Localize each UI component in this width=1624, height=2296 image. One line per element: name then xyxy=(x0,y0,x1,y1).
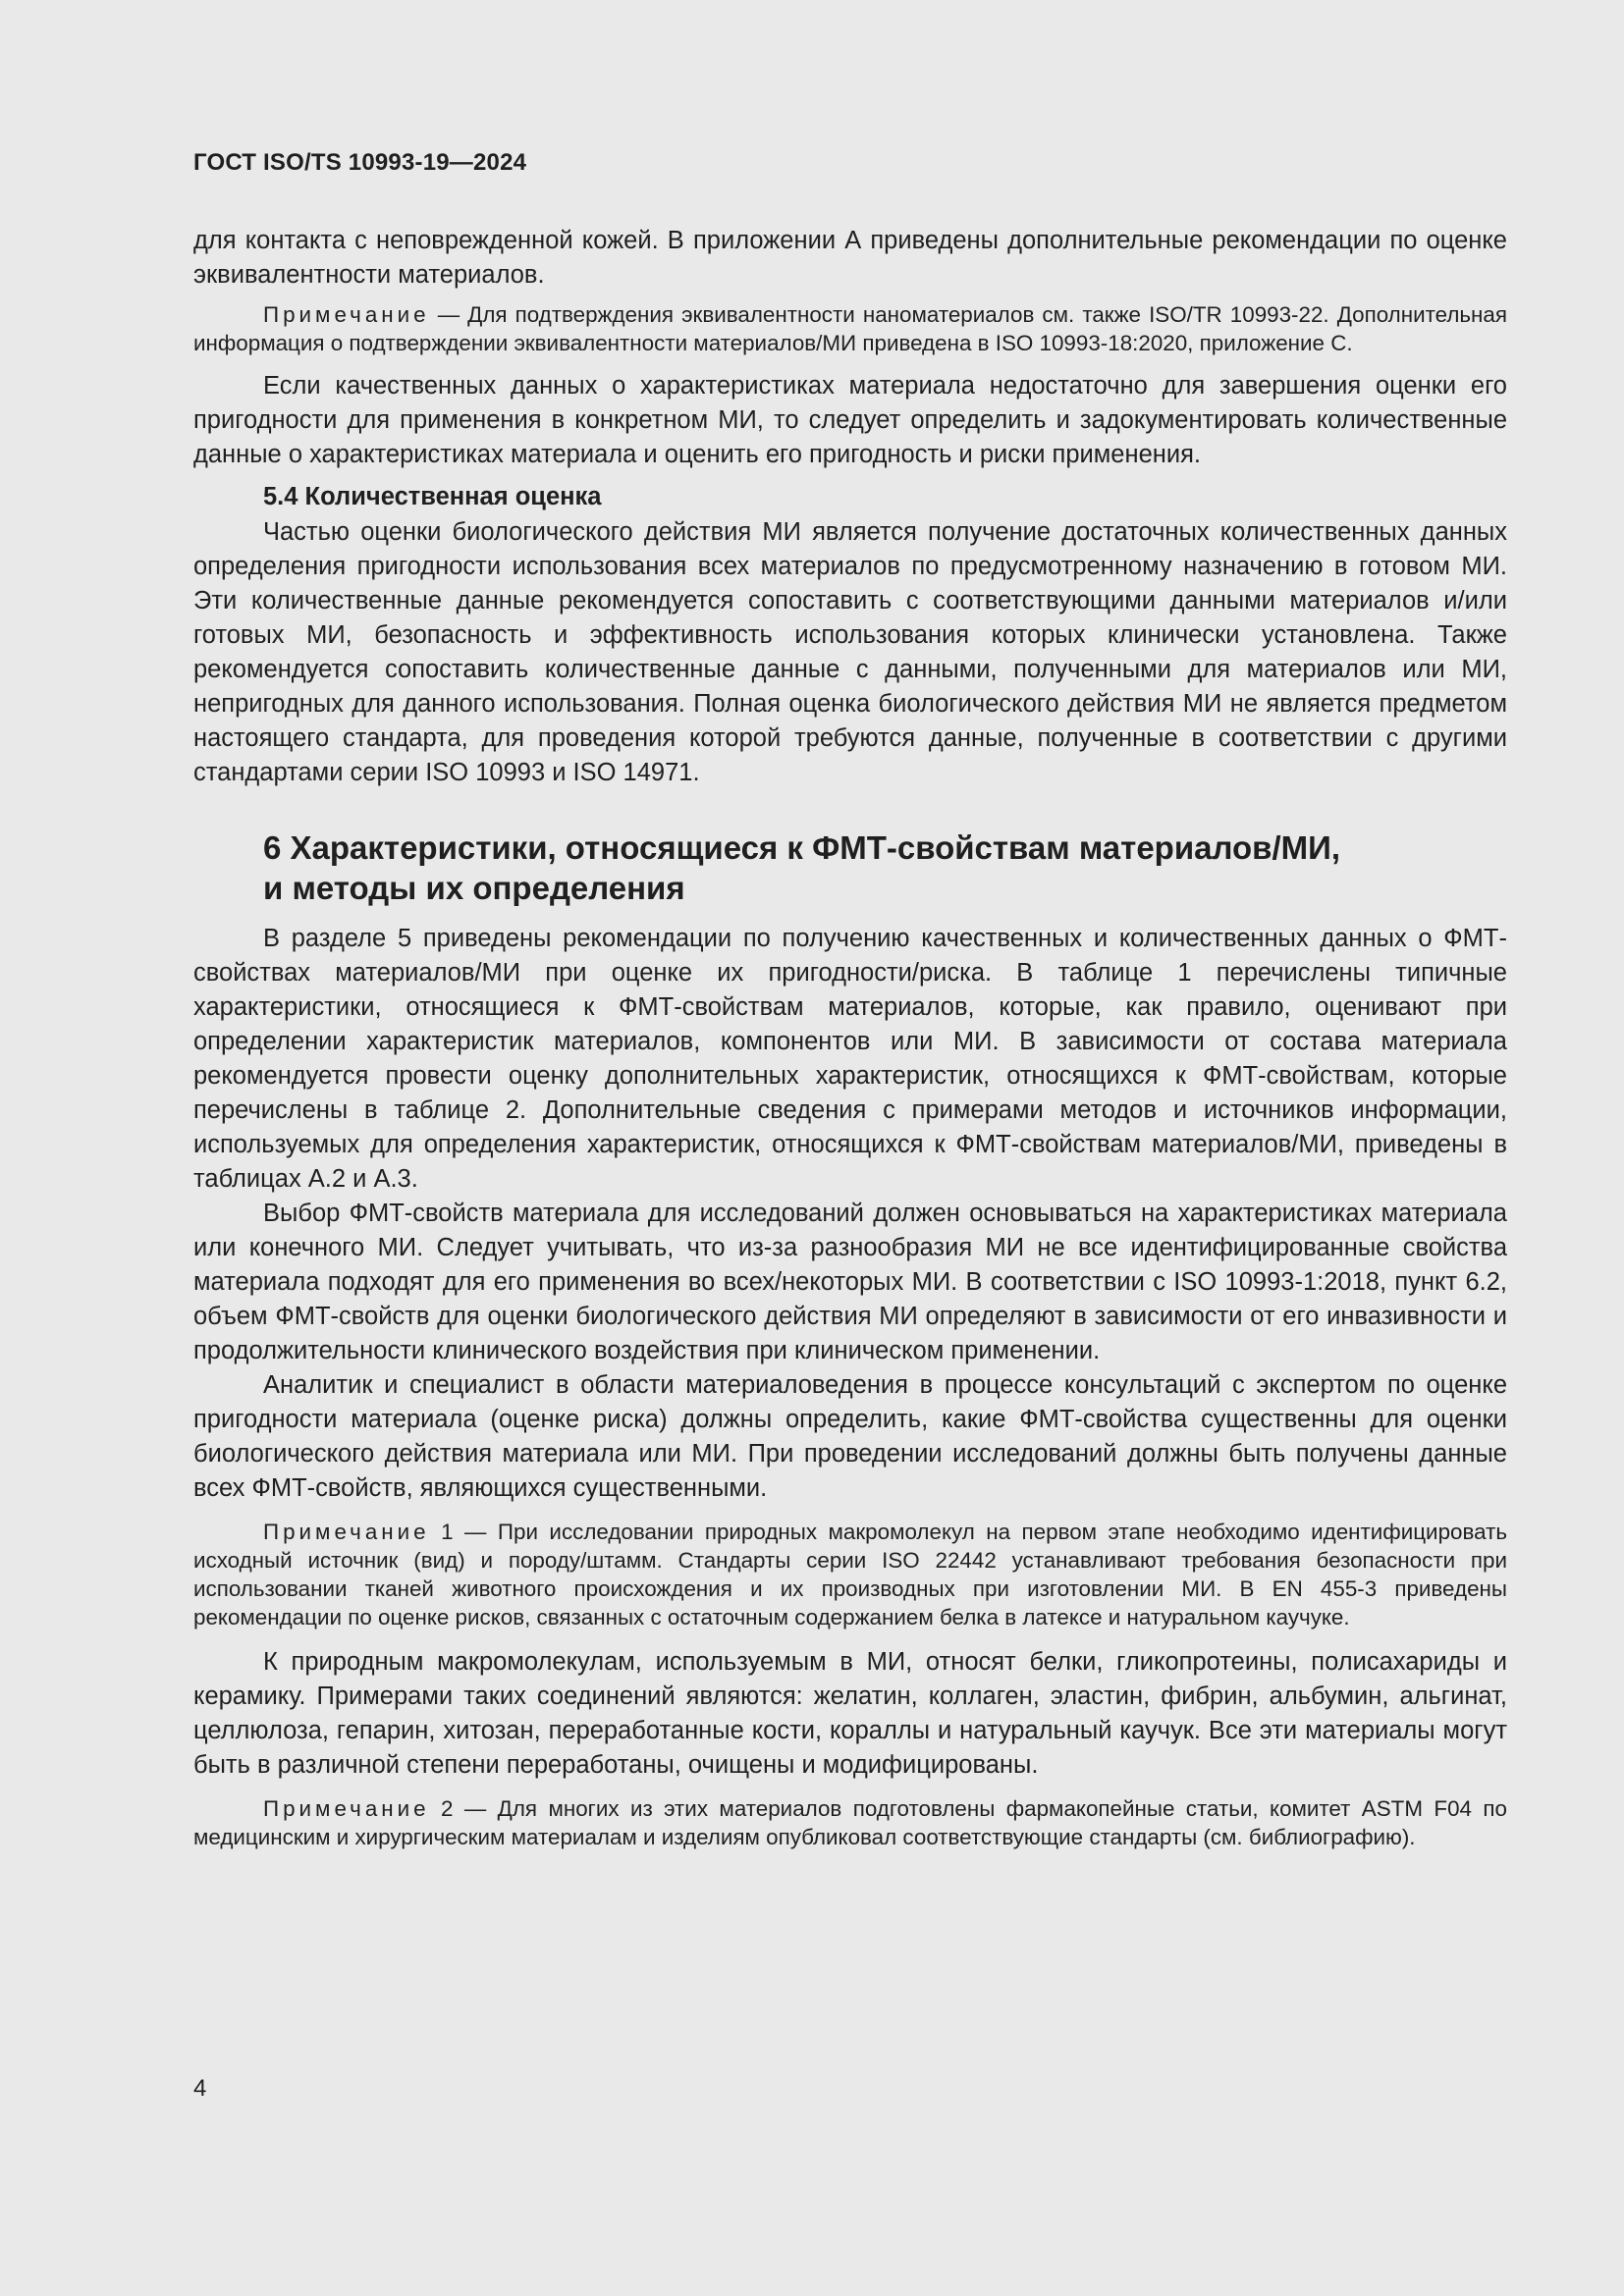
paragraph-natural-macromolecules: К природным макромолекулам, используемым в МИ, относят белки, гликопротеины, полисахариды и керамику. Примерами таких соединений являются: желатин, коллаген, эластин, фибрин, альбумин, альгинат, целлюлоза, гепарин, хитозан, переработанные кости, кораллы и натуральный каучук. Все эти материалы могут быть в различной степени переработаны, очищены и модифицированы. xyxy=(193,1648,1507,1779)
note-text: 2 — Для многих из этих материалов подготовлены фармакопейные статьи, комитет ASTM F04 по медицинским и хирургическим материалам и изделиям опубликовал соответствующие стандарты (см. библиографию). xyxy=(193,1796,1507,1849)
page-number: 4 xyxy=(193,2075,207,2102)
standard-header: ГОСТ ISO/TS 10993-19—2024 xyxy=(193,149,527,176)
note-label: Примечание xyxy=(263,1520,430,1544)
note-text: 1 — При исследовании природных макромолекул на первом этапе необходимо идентифицировать исходный источник (вид) и породу/штамм. Стандарты серии ISO 22442 устанавливают требования безопасности при использовании тканей животного происхождения и их производных при изготовлении МИ. В EN 455-3 приведены рекомендации по оценке рисков, связанных с остаточным содержанием белка в латексе и натуральном каучуке. xyxy=(193,1520,1507,1629)
section-heading-6-line2: и методы их определения xyxy=(263,870,685,906)
section-heading-5-4: 5.4 Количественная оценка xyxy=(263,483,602,510)
paragraph-quantitative-assessment: Частью оценки биологического действия МИ является получение достаточных количественных данных определения пригодности использования всех материалов по предусмотренному назначению в готовом МИ. Эти количественные данные рекомендуется сопоставить с соответствующими данными материалов и/или готовых МИ, безопасность и эффективность использования которых клинически установлена. Также рекомендуется сопоставить количественные данные с данными, полученными для материалов или МИ, непригодных для данного использования. Полная оценка биологического действия МИ не является предметом настоящего стандарта, для проведения которой требуются данные, полученные в соответствии с другими стандартами серии ISO 10993 и ISO 14971. xyxy=(193,518,1507,786)
paragraph-continuation: для контакта с неповрежденной кожей. В приложении А приведены дополнительные рекомендации по оценке эквивалентности материалов. xyxy=(193,227,1507,289)
paragraph-analyst-consultation: Аналитик и специалист в области материаловедения в процессе консультаций с экспертом по оценке пригодности материала (оценке риска) должны определить, какие ФМТ-свойства существенны для оценки биологического действия материала или МИ. При проведении исследований должны быть получены данные всех ФМТ-свойств, являющихся существенными. xyxy=(193,1371,1507,1502)
paragraph-property-selection: Выбор ФМТ-свойств материала для исследований должен основываться на характеристиках материала или конечного МИ. Следует учитывать, что из-за разнообразия МИ не все идентифицированные свойства материала подходят для его применения во всех/некоторых МИ. В соответствии с ISO 10993-1:2018, пункт 6.2, объем ФМТ-свойств для оценки биологического действия МИ определяют в зависимости от его инвазивности и продолжительности клинического воздействия при клиническом применении. xyxy=(193,1200,1507,1364)
note-2 xyxy=(193,1794,1507,1851)
section-heading-6 xyxy=(193,828,1507,908)
section-heading-6-line1: 6 Характеристики, относящиеся к ФМТ-свойствам материалов/МИ, xyxy=(263,829,1340,866)
paragraph-qualitative-insufficient: Если качественных данных о характеристиках материала недостаточно для завершения оценки его пригодности для применения в конкретном МИ, то следует определить и задокументировать количественные данные о характеристиках материала и оценить его пригодность и риски применения. xyxy=(193,372,1507,468)
note-label: Примечание xyxy=(263,1796,430,1821)
note-equivalence xyxy=(193,300,1507,357)
page-content xyxy=(193,224,1507,1851)
paragraph-section5-recommendations: В разделе 5 приведены рекомендации по получению качественных и количественных данных о ФМТ-свойствах материалов/МИ при оценке их пригодности/риска. В таблице 1 перечислены типичные характеристики, относящиеся к ФМТ-свойствам материалов, которые, как правило, оценивают при определении характеристик материалов, компонентов или МИ. В зависимости от состава материала рекомендуется провести оценку дополнительных характеристик, относящихся к ФМТ-свойствам, которые перечислены в таблице 2. Дополнительные сведения с примерами методов и источников информации, используемых для определения характеристик, относящихся к ФМТ-свойствам материалов/МИ, приведены в таблицах А.2 и А.3. xyxy=(193,925,1507,1193)
note-label: Примечание xyxy=(263,302,430,327)
note-text: — Для подтверждения эквивалентности наноматериалов см. также ISO/TR 10993-22. Дополнительная информация о подтверждении эквивалентности материалов/МИ приведена в ISO 10993-18:2020, приложение C. xyxy=(193,302,1507,355)
note-1 xyxy=(193,1518,1507,1631)
